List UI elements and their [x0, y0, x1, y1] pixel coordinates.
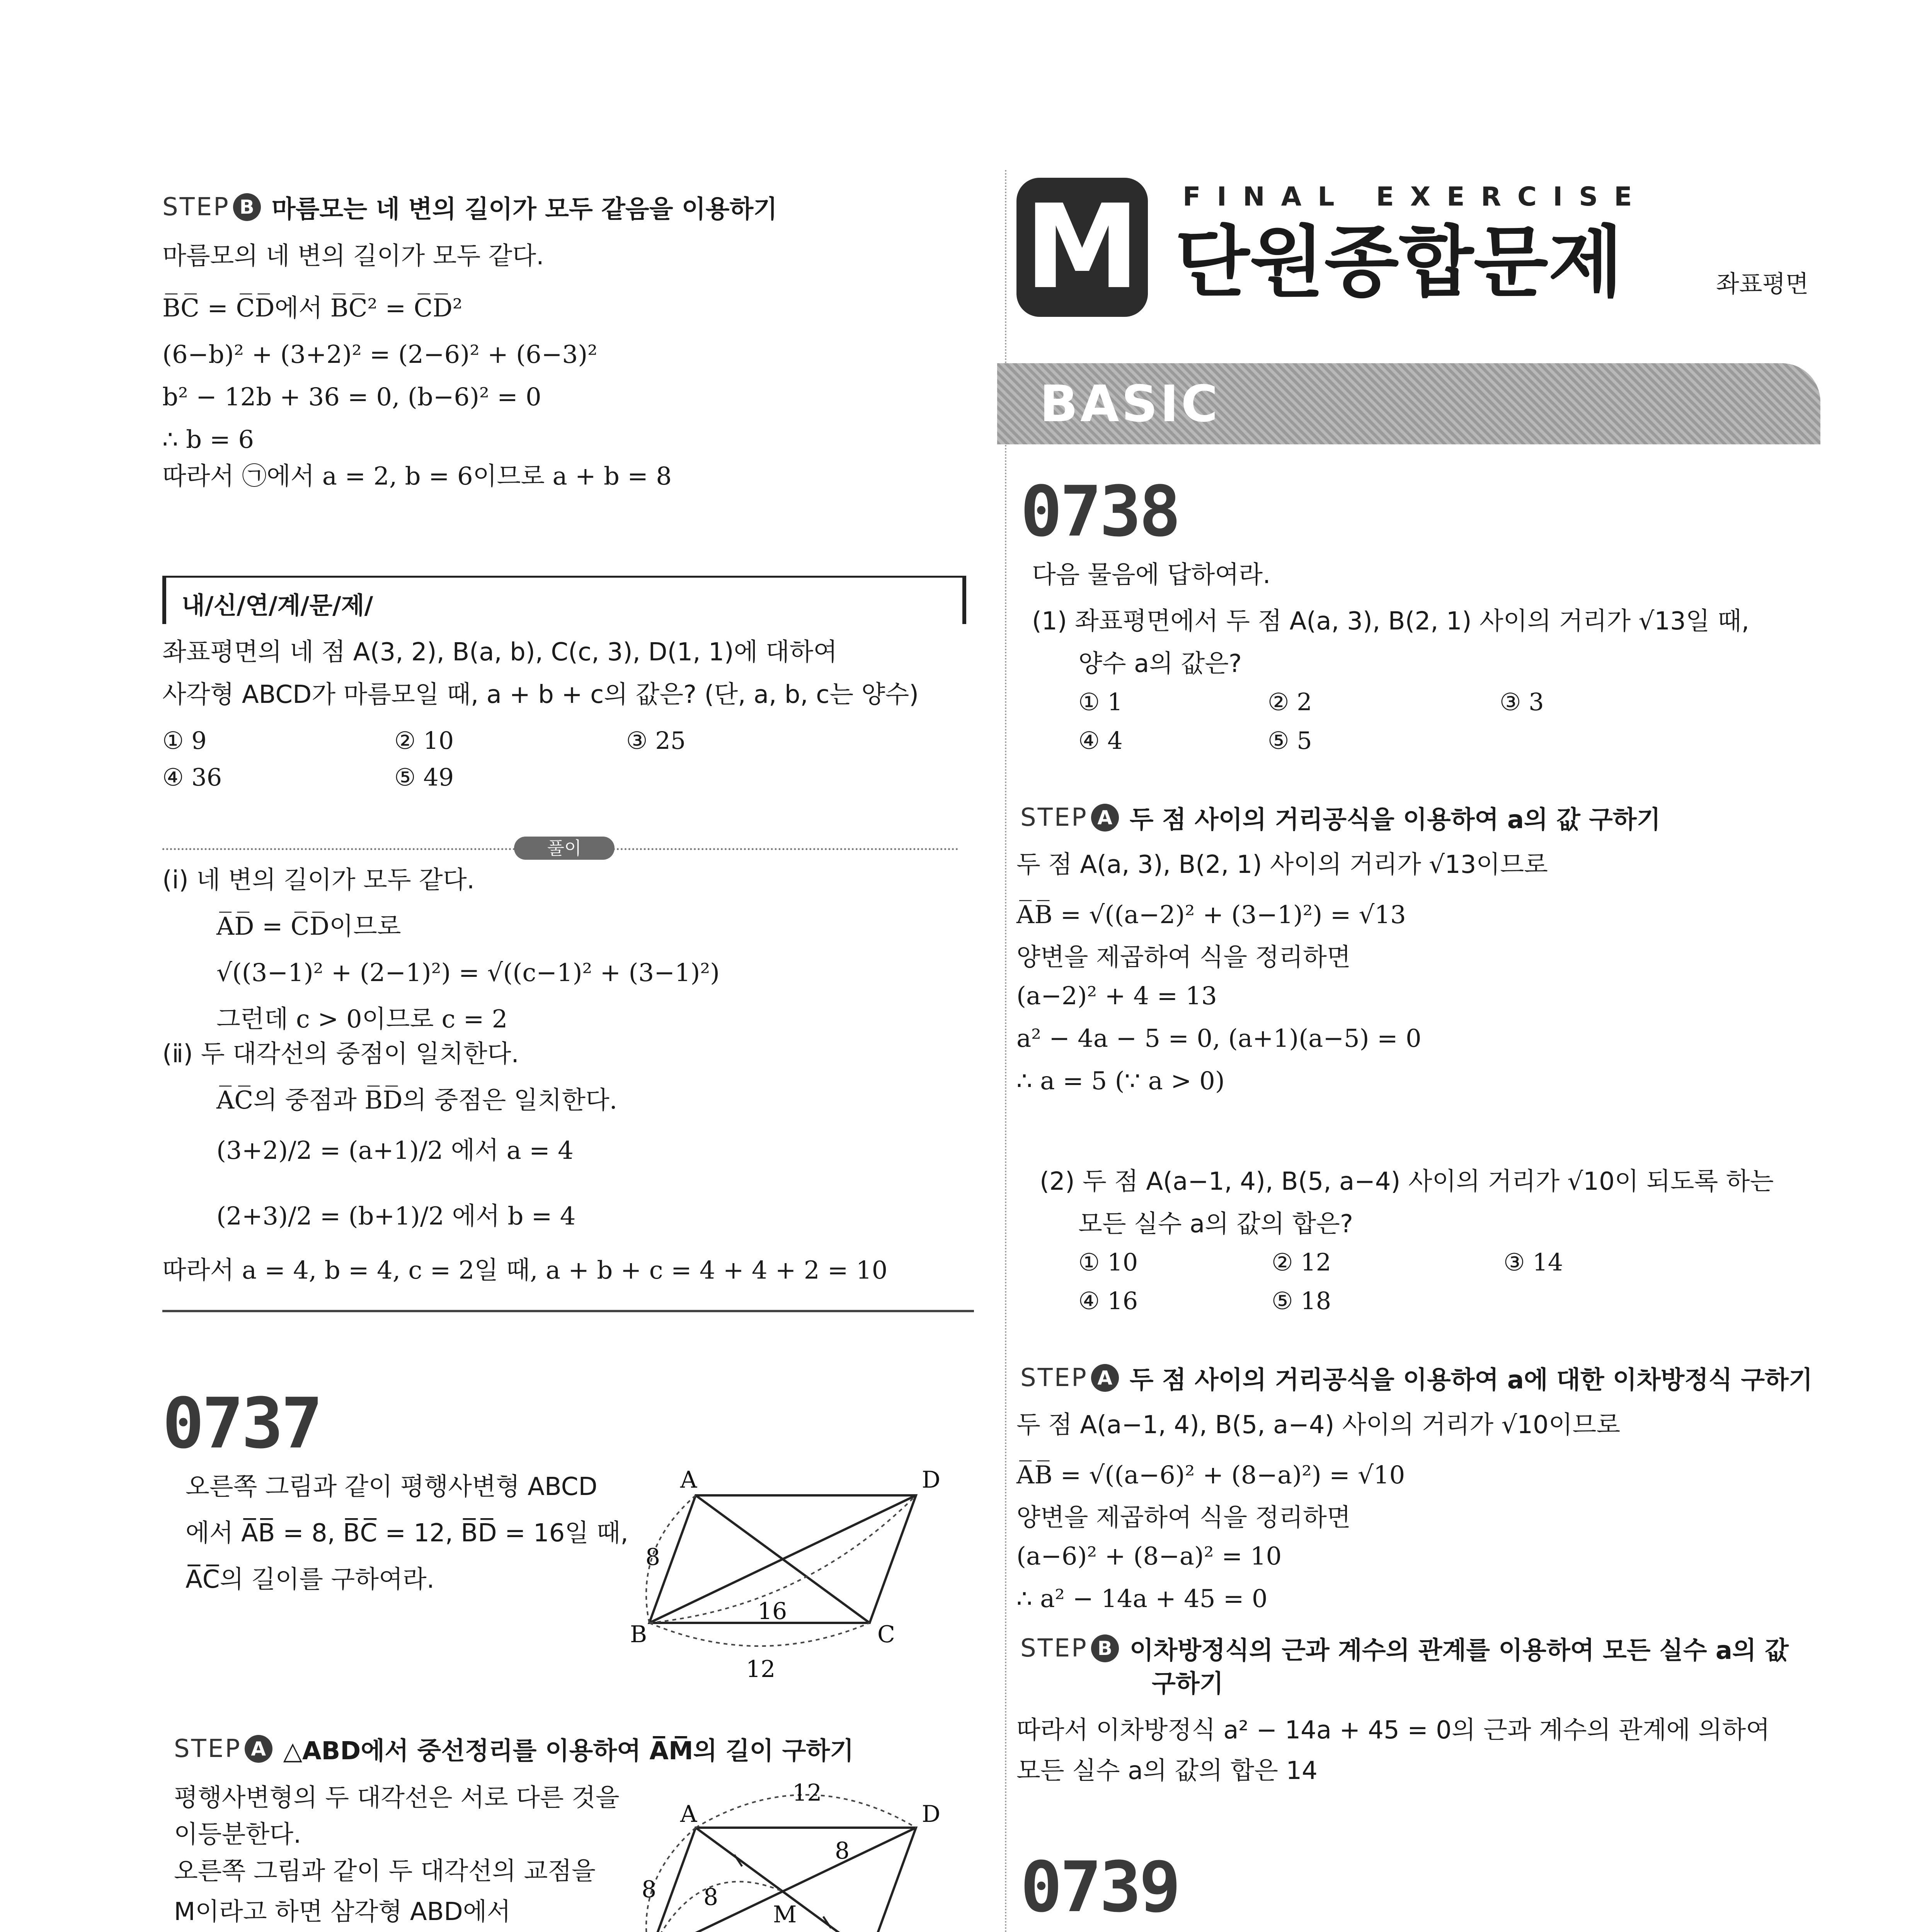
- point-m: M: [773, 1901, 797, 1928]
- math-line: (2+3)/2 = (b+1)/2 에서 b = 4: [216, 1202, 576, 1231]
- choice: ④ 4: [1078, 726, 1123, 755]
- choice: ① 10: [1078, 1248, 1138, 1276]
- math-line: A̅D̅ = C̅D̅이므로: [216, 912, 401, 941]
- label-ab: 8: [645, 1544, 661, 1571]
- math-line: ∴ b = 6: [162, 425, 254, 454]
- problem-text: 모든 실수 a의 값의 합은?: [1078, 1210, 1353, 1238]
- vertex-d: D: [922, 1466, 941, 1493]
- text-line: 양변을 제곱하여 식을 정리하면: [1016, 943, 1351, 972]
- math-line: 그런데 c > 0이므로 c = 2: [216, 1005, 508, 1034]
- math-line: b² − 12b + 36 = 0, (b−6)² = 0: [162, 383, 541, 412]
- section-divider: [162, 1310, 974, 1312]
- problem-text: 오른쪽 그림과 같이 평행사변형 ABCD: [186, 1473, 598, 1501]
- step-a-badge: A: [245, 1735, 272, 1763]
- problem-text: 다음 물음에 답하여라.: [1032, 561, 1271, 589]
- problem-text: 에서 A̅B̅ = 8, B̅C̅ = 12, B̅D̅ = 16일 때,: [186, 1519, 628, 1548]
- math-line: ∴ a = 5 (∵ a > 0): [1016, 1067, 1225, 1095]
- math-line: (3+2)/2 = (a+1)/2 에서 a = 4: [216, 1136, 574, 1165]
- choice: ⑤ 18: [1272, 1287, 1331, 1315]
- vertex-a: A: [680, 1801, 697, 1828]
- choice: ⑤ 49: [394, 763, 454, 791]
- text-line: 이등분한다.: [174, 1820, 301, 1849]
- step-b-badge: B: [1091, 1634, 1119, 1662]
- logo-badge: [1016, 178, 1148, 317]
- level-label: BASIC: [1040, 374, 1221, 433]
- choice: ① 1: [1078, 688, 1123, 716]
- text-line: 마름모의 네 변의 길이가 모두 같다.: [162, 242, 544, 270]
- label-dm: 8: [835, 1837, 850, 1864]
- math-line: √((3−1)² + (2−1)²) = √((c−1)² + (3−1)²): [216, 959, 720, 987]
- text-line: (ⅱ) 두 대각선의 중점이 일치한다.: [162, 1040, 519, 1068]
- chapter-label: 좌표평면: [1716, 270, 1809, 298]
- math-line: B̅C̅ = C̅D̅에서 B̅C̅² = C̅D̅²: [162, 294, 463, 323]
- math-line: ∴ a² − 14a + 45 = 0: [1016, 1585, 1268, 1613]
- problem-number: 0737: [162, 1383, 321, 1464]
- choice: ② 12: [1272, 1248, 1331, 1276]
- text-line: 두 점 A(a−1, 4), B(5, a−4) 사이의 거리가 √10이므로: [1016, 1411, 1621, 1439]
- math-line: (a−6)² + (8−a)² = 10: [1016, 1542, 1282, 1571]
- vertex-c: C: [877, 1621, 895, 1648]
- brace-bc: [649, 1623, 870, 1646]
- choice: ① 9: [162, 726, 207, 755]
- problem-text: (1) 좌표평면에서 두 점 A(a, 3), B(2, 1) 사이의 거리가 √13일 때,: [1032, 607, 1750, 636]
- math-line: A̅C̅의 중점과 B̅D̅의 중점은 일치한다.: [216, 1086, 618, 1115]
- text-line: M이라고 하면 삼각형 ABD에서: [174, 1898, 511, 1926]
- math-line: (a−2)² + 4 = 13: [1016, 982, 1217, 1010]
- text-line: 두 점 A(a, 3), B(2, 1) 사이의 거리가 √13이므로: [1016, 850, 1548, 879]
- math-line: A̅B̅ = √((a−6)² + (8−a)²) = √10: [1016, 1461, 1405, 1490]
- math-line: a² − 4a − 5 = 0, (a+1)(a−5) = 0: [1016, 1024, 1422, 1053]
- choice: ③ 25: [626, 726, 686, 755]
- choice: ③ 3: [1500, 688, 1544, 716]
- logo-letter: M: [1024, 180, 1140, 315]
- solution-pill: 풀이: [514, 837, 615, 860]
- problem-number: 0738: [1020, 471, 1179, 552]
- step-b-heading: STEP B 마름모는 네 변의 길이가 모두 같음을 이용하기: [162, 193, 778, 224]
- q1-step-a-heading: STEP A 두 점 사이의 거리공식을 이용하여 a의 값 구하기: [1020, 803, 1661, 834]
- q2-step-a-heading: STEP A 두 점 사이의 거리공식을 이용하여 a에 대한 이차방정식 구하기: [1020, 1364, 1813, 1395]
- parallelogram-figure: [618, 1461, 966, 1692]
- choice: ② 2: [1268, 688, 1312, 716]
- related-problem-question: 좌표평면의 네 점 A(3, 2), B(a, b), C(c, 3), D(1, 1)에 대하여: [162, 638, 838, 667]
- label-bc: 12: [746, 1656, 776, 1683]
- label-ad: 12: [792, 1779, 822, 1806]
- step-b-badge: B: [233, 193, 261, 221]
- step-a-badge: A: [1091, 1364, 1119, 1392]
- choice: ② 10: [394, 726, 454, 755]
- math-line: (6−b)² + (3+2)² = (2−6)² + (6−3)²: [162, 340, 598, 369]
- choice: ④ 16: [1078, 1287, 1138, 1315]
- math-line: 따라서 a = 4, b = 4, c = 2일 때, a + b + c = 4 + 4 + 2 = 10: [162, 1256, 888, 1285]
- choice: ④ 36: [162, 763, 222, 791]
- step-title-continued: 구하기: [1152, 1670, 1224, 1698]
- label-bd: 16: [758, 1598, 787, 1625]
- problem-number: 0739: [1020, 1847, 1179, 1928]
- vertex-d: D: [922, 1801, 941, 1828]
- text-line: 양변을 제곱하여 식을 정리하면: [1016, 1503, 1351, 1532]
- problem-text: (2) 두 점 A(a−1, 4), B(5, a−4) 사이의 거리가 √10이 되도록 하는: [1040, 1167, 1774, 1196]
- step-a-heading: STEP A △ABD에서 중선정리를 이용하여 A̅M̅의 길이 구하기: [174, 1735, 854, 1765]
- text-line: 모든 실수 a의 값의 합은 14: [1016, 1757, 1318, 1785]
- vertex-b: B: [630, 1621, 647, 1648]
- text-line: 오른쪽 그림과 같이 두 대각선의 교점을: [174, 1857, 596, 1886]
- choice: ③ 14: [1503, 1248, 1563, 1276]
- text-line: (ⅰ) 네 변의 길이가 모두 같다.: [162, 866, 475, 895]
- text-line: 평행사변형의 두 대각선은 서로 다른 것을: [174, 1784, 620, 1812]
- vertex-a: A: [680, 1466, 697, 1493]
- related-problem-title: 내/신/연/계/문/제/: [182, 591, 373, 619]
- math-line: 따라서 ㉠에서 a = 2, b = 6이므로 a + b = 8: [162, 462, 672, 491]
- label-ab: 8: [642, 1876, 657, 1903]
- text-line: 따라서 이차방정식 a² − 14a + 45 = 0의 근과 계수의 관계에 의하여: [1016, 1716, 1770, 1745]
- parallelogram-median-figure: [618, 1777, 966, 1932]
- problem-text: 양수 a의 값은?: [1078, 650, 1242, 678]
- problem-text: A̅C̅의 길이를 구하여라.: [186, 1565, 435, 1594]
- math-line: A̅B̅ = √((a−2)² + (3−1)²) = √13: [1016, 901, 1406, 929]
- step-a-badge: A: [1091, 804, 1119, 832]
- label-bm: 8: [703, 1884, 718, 1911]
- series-label: FINAL EXERCISE: [1183, 182, 1648, 212]
- q2-step-b-heading: STEP B 이차방정식의 근과 계수의 관계를 이용하여 모든 실수 a의 값: [1020, 1634, 1789, 1665]
- related-problem-question: 사각형 ABCD가 마름모일 때, a + b + c의 값은? (단, a, b, c는 양수): [162, 680, 919, 709]
- page-title: 단원종합문제: [1175, 218, 1623, 308]
- choice: ⑤ 5: [1268, 726, 1312, 755]
